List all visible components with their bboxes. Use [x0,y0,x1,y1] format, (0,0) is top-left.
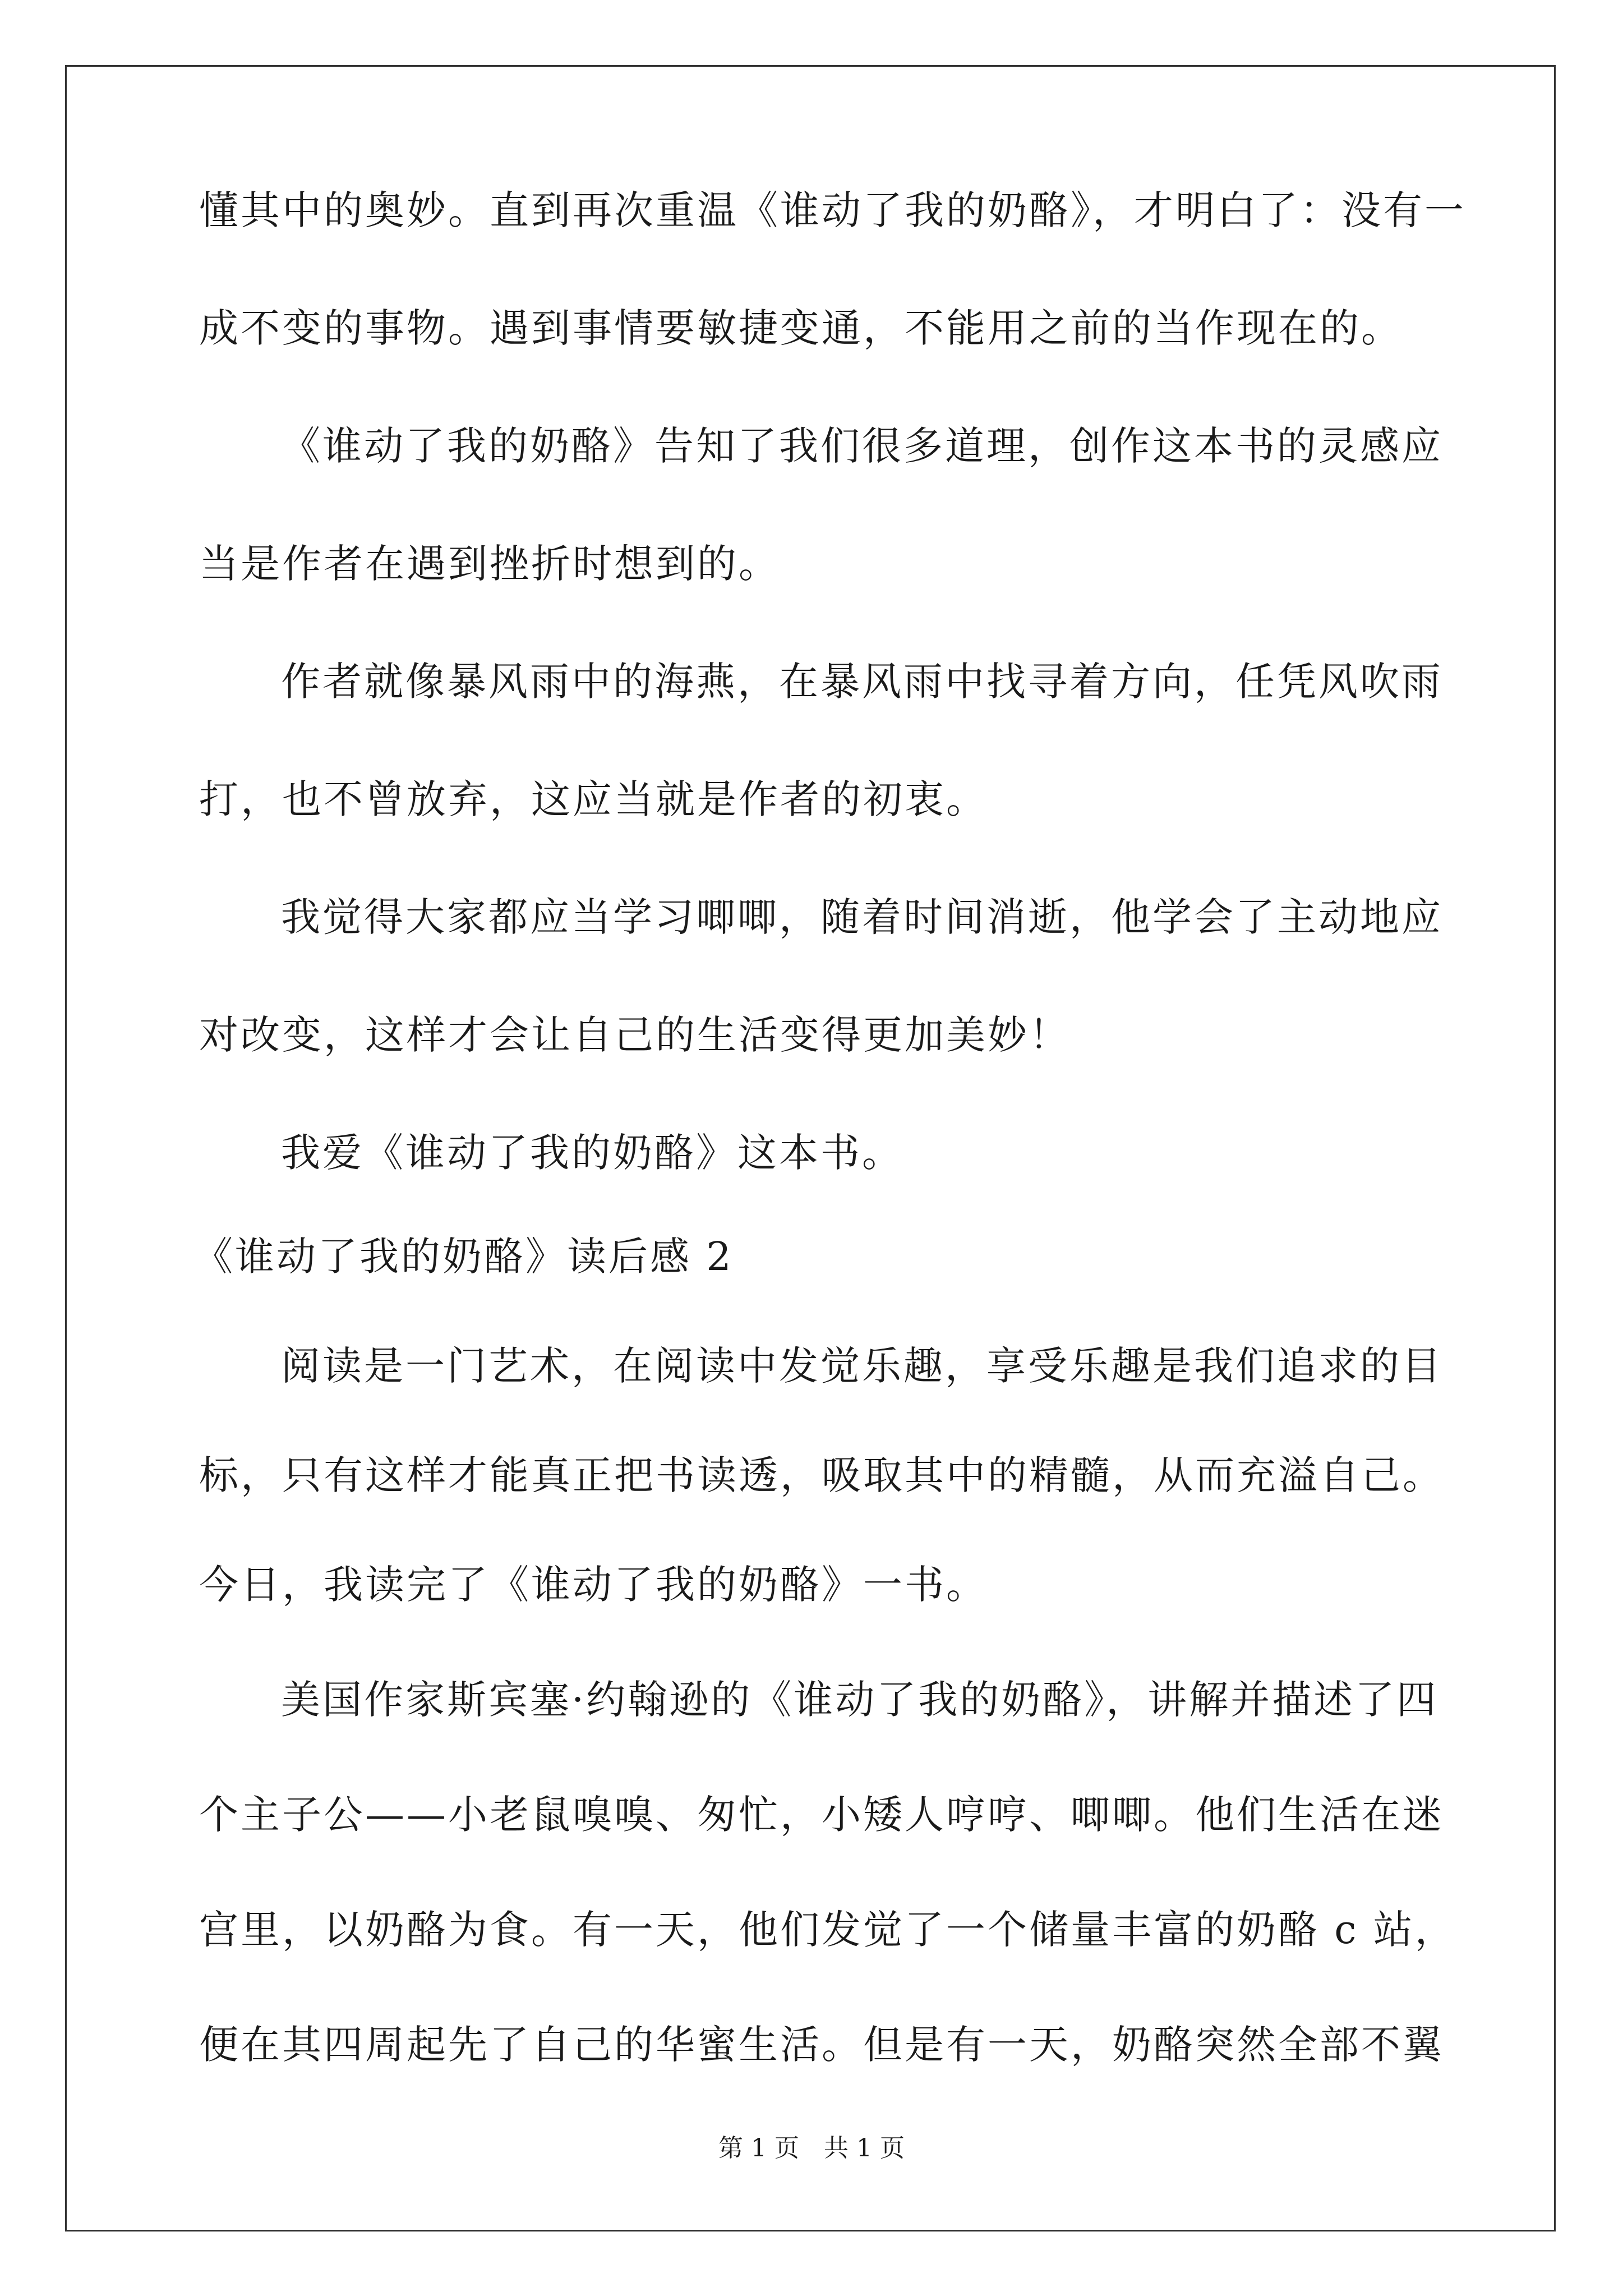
text-line: 懂其中的奥妙。直到再次重温《谁动了我的奶酪》，才明白了：没有一 [199,187,1466,233]
text-line: 便在其四周起先了自己的华蜜生活。但是有一天，奶酪突然全部不翼 [199,2022,1444,2068]
text-line: 今日，我读完了《谁动了我的奶酪》一书。 [199,1562,988,1608]
text-line: 《谁动了我的奶酪》告知了我们很多道理，创作这本书的灵感应 [281,423,1443,469]
text-line: 作者就像暴风雨中的海燕，在暴风雨中找寻着方向，任凭风吹雨 [281,659,1443,705]
text-line: 阅读是一门艺术，在阅读中发觉乐趣，享受乐趣是我们追求的目 [281,1343,1443,1389]
text-line: 我爱《谁动了我的奶酪》这本书。 [281,1130,903,1176]
section-heading: 《谁动了我的奶酪》读后感 2 [193,1234,734,1280]
text-line: 当是作者在遇到挫折时想到的。 [199,541,780,587]
page-footer: 第 1 页 共 1 页 [718,2134,905,2162]
text-line: 成不变的事物。遇到事情要敏捷变通，不能用之前的当作现在的。 [199,305,1403,351]
text-line: 个主子公——小老鼠嗅嗅、匆忙，小矮人哼哼、唧唧。他们生活在迷 [199,1792,1444,1838]
text-line: 打，也不曾放弃，这应当就是作者的初衷。 [199,776,988,822]
text-line: 标，只有这样才能真正把书读透，吸取其中的精髓，从而充溢自己。 [199,1452,1444,1498]
text-line: 美国作家斯宾塞·约翰逊的《谁动了我的奶酪》，讲解并描述了四 [281,1677,1438,1723]
text-line: 对改变，这样才会让自己的生活变得更加美妙！ [199,1012,1071,1058]
text-line: 我觉得大家都应当学习唧唧，随着时间消逝，他学会了主动地应 [281,894,1443,940]
text-line: 宫里，以奶酪为食。有一天，他们发觉了一个储量丰富的奶酪 c 站， [199,1907,1456,1953]
